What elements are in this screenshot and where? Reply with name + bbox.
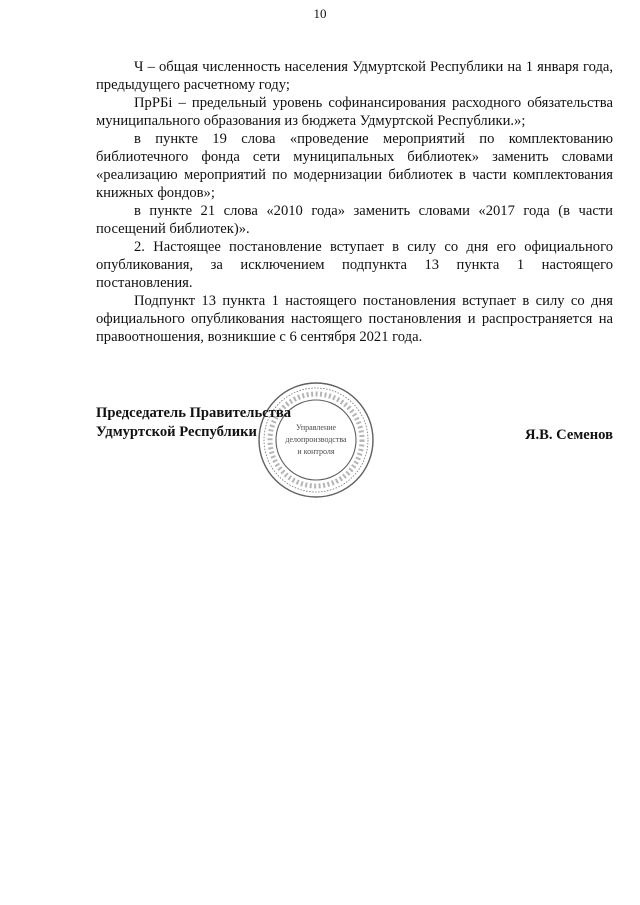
signatory-title-line1: Председатель Правительства xyxy=(96,405,292,421)
seal-inner-text-1: Управление xyxy=(295,423,337,432)
signature-block xyxy=(96,404,613,442)
paragraph-population-definition: Ч – общая численность населения Удмуртской Республики на 1 января года, предыдущего расчетному году; xyxy=(96,59,613,93)
paragraph-point-21: в пункте 21 слова «2010 года» заменить словами «2017 года (в части посещений библиотек)». xyxy=(96,203,613,237)
paragraph-subpoint-13: Подпункт 13 пункта 1 настоящего постановления вступает в силу со дня официального опубликования настоящего постановления и распространяется на правоотношения, возникшие с 6 сентября 2021 года. xyxy=(96,293,613,345)
seal-inner-text-3: и контроля xyxy=(297,447,335,456)
paragraph-entry-into-force: 2. Настоящее постановление вступает в силу со дня его официального опубликования, за исключением подпункта 13 пункта 1 настоящего постановления. xyxy=(96,239,613,291)
document-body xyxy=(96,58,613,346)
signatory-title-line2: Удмуртской Республики xyxy=(96,424,257,440)
paragraph-point-19: в пункте 19 слова «проведение мероприятий по комплектованию библиотечного фонда сети муниципальных библиотек» заменить словами «реализацию мероприятий по модернизации библиотек в части комплектования книжных фондов»; xyxy=(96,131,613,201)
seal-inner-text-2: делопроизводства xyxy=(285,435,347,444)
paragraph-cofinancing-definition: ПрРБі – предельный уровень софинансирования расходного обязательства муниципального образования из бюджета Удмуртской Республики.»; xyxy=(96,95,613,129)
signatory-name: Я.В. Семенов xyxy=(524,427,613,443)
page-number: 10 xyxy=(313,6,327,21)
